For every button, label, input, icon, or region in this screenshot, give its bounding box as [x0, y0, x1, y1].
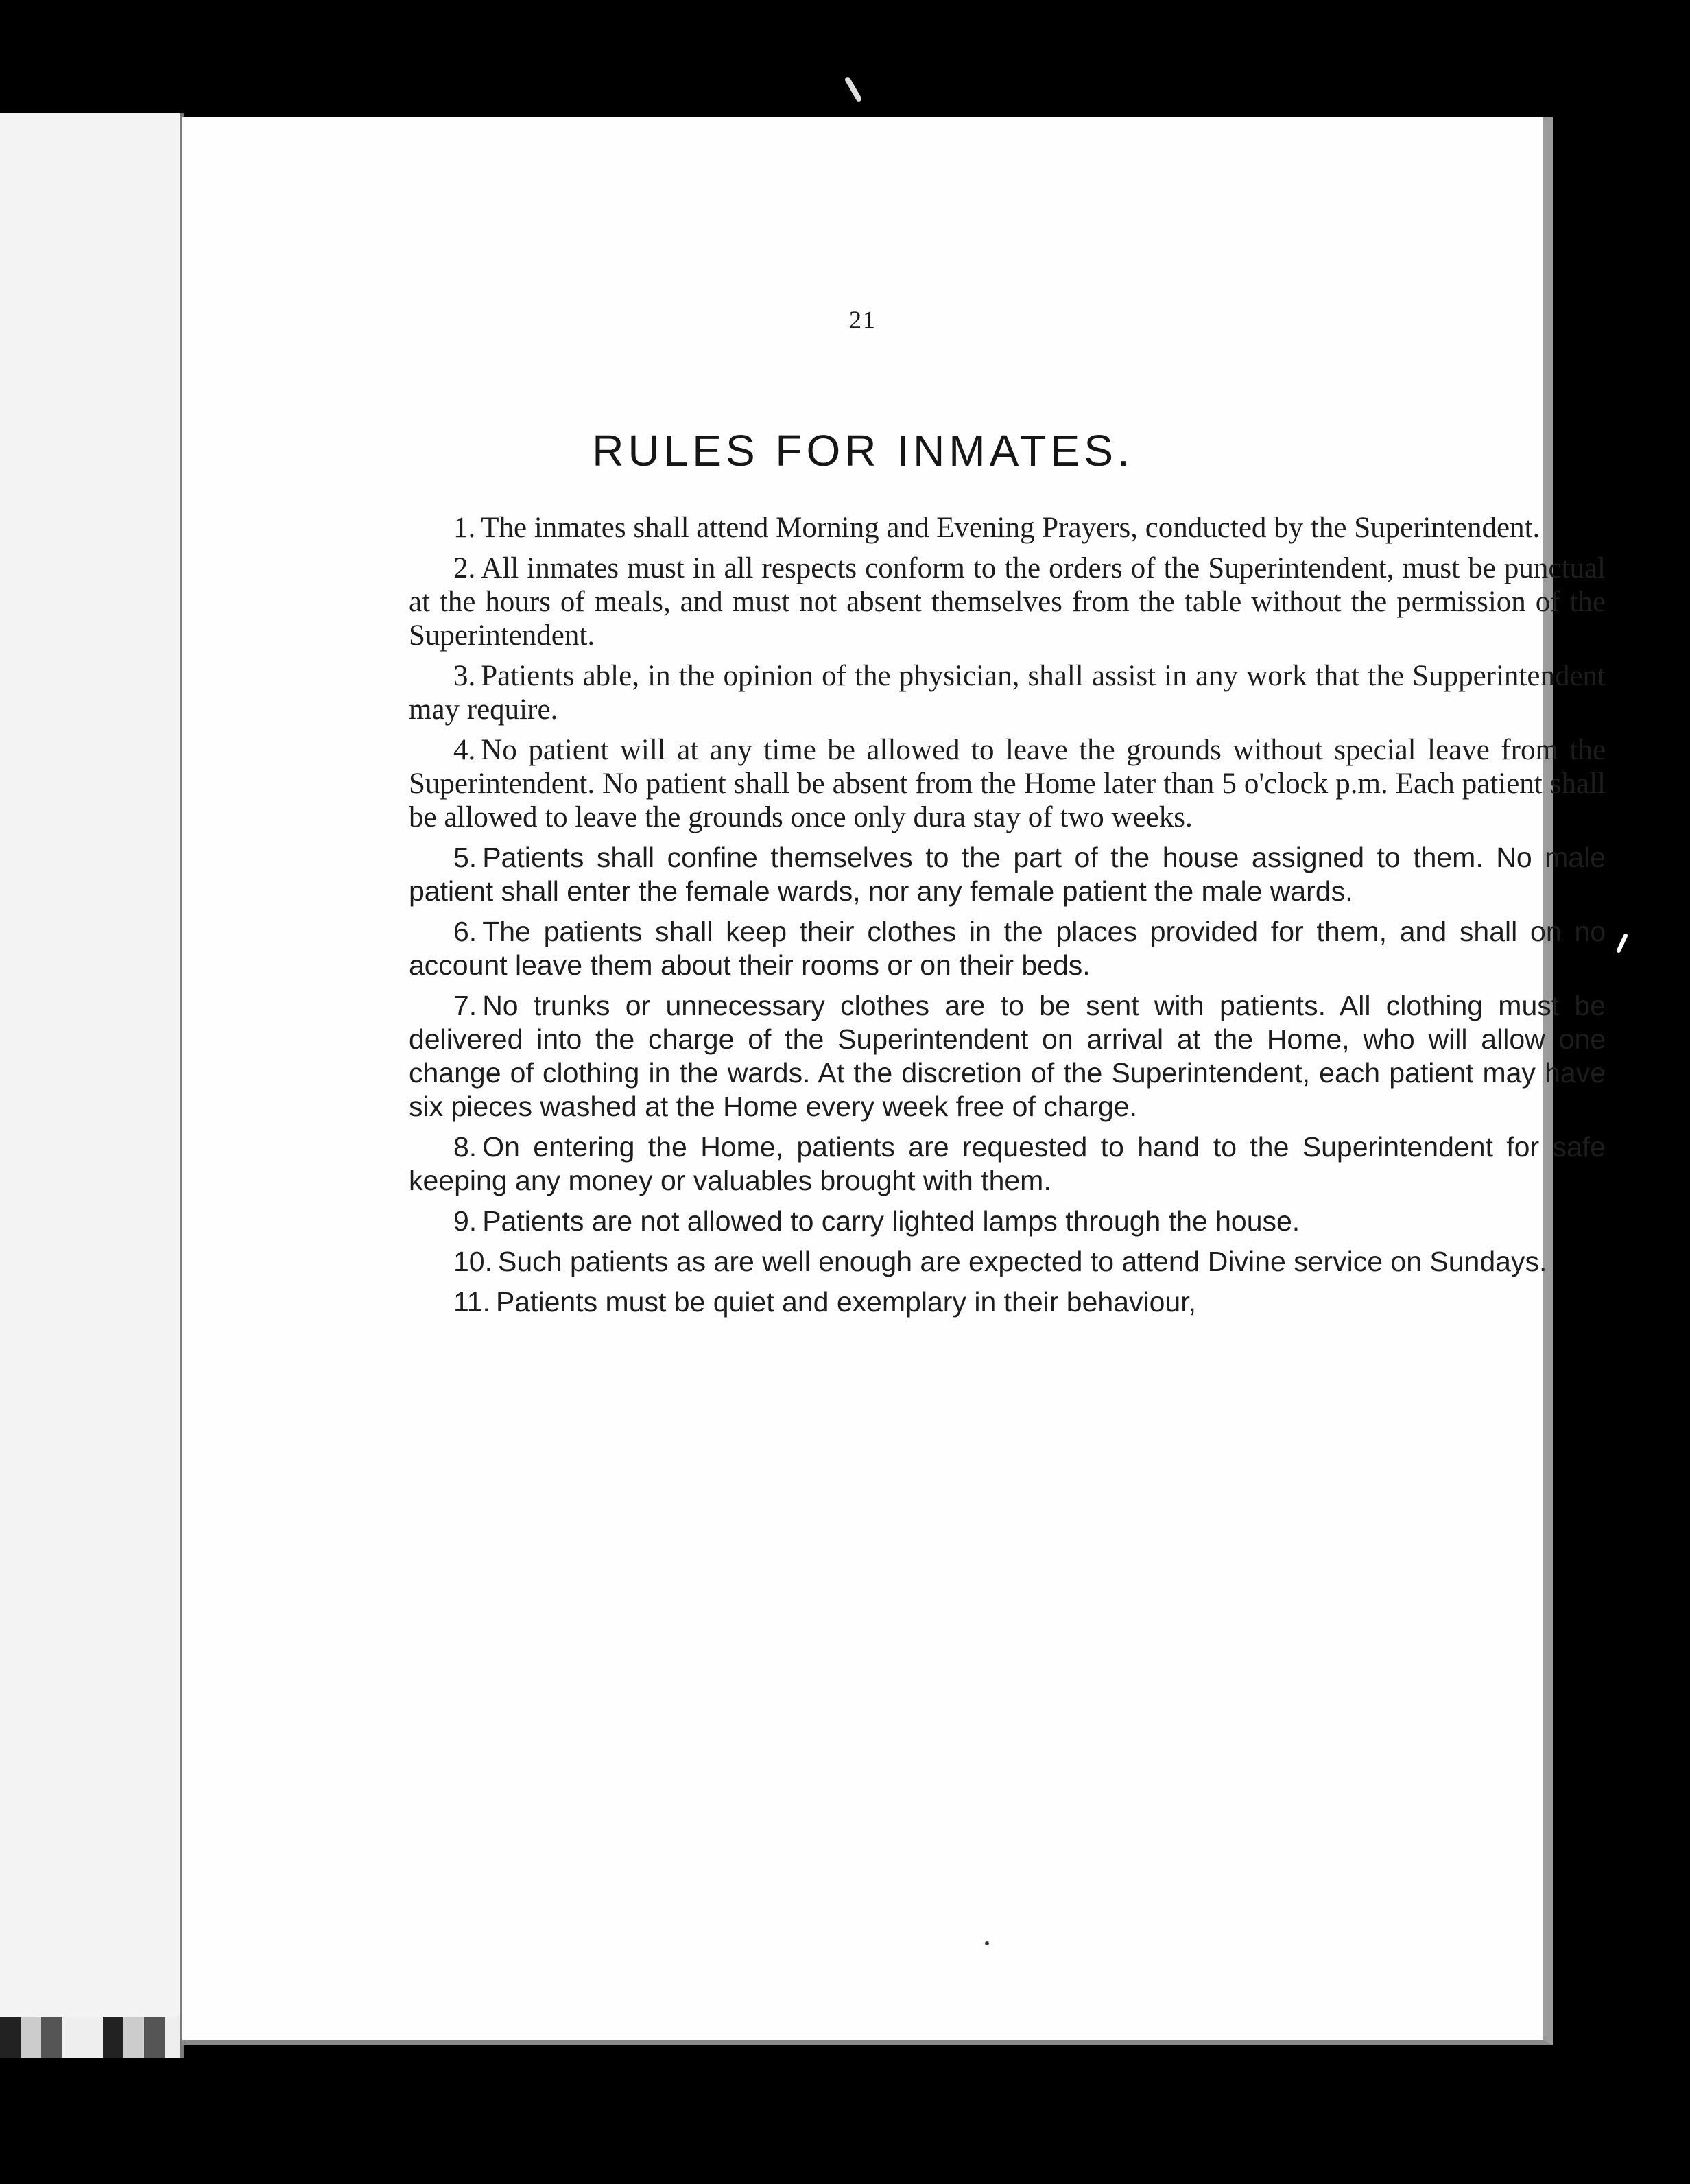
- rule-item: [409, 841, 1606, 908]
- rule-text: Such patients as are well enough are expected to attend Divine service on Sundays.: [498, 1246, 1547, 1277]
- page-number: 21: [849, 306, 877, 333]
- rule-text: Patients must be quiet and exemplary in their behaviour,: [495, 1286, 1196, 1318]
- rule-item: [409, 915, 1606, 982]
- rule-number: 8.: [453, 1131, 477, 1163]
- rule-number: 6.: [453, 916, 477, 947]
- rule-text: No patient will at any time be allowed to leave the grounds without special leave from the Superintendent. No patient shall be absent from the Home later than 5 o'clock p.m. Each patient shall be allowed to leave the grounds once only dura stay of two weeks.: [409, 734, 1606, 833]
- rule-number: 10.: [453, 1246, 492, 1277]
- rule-number: 7.: [453, 990, 477, 1021]
- rule-text: No trunks or unnecessary clothes are to be sent with patients. All clothing must be delivered into the charge of the Superintendent on arrival at the Home, who will allow one change of clothing in the wards. At the discretion of the Superintendent, each patient may have six pieces washed at the Home every week free of charge.: [409, 990, 1606, 1122]
- rule-item: [409, 1204, 1606, 1238]
- rule-text: The patients shall keep their clothes in the places provided for them, and shall on no account leave them about their rooms or on their beds.: [409, 916, 1606, 981]
- rule-number: 1.: [453, 512, 476, 544]
- rule-number: 4.: [453, 734, 476, 766]
- rule-item: [409, 1285, 1606, 1319]
- scan-speck: [844, 76, 863, 103]
- rule-item: [409, 989, 1606, 1124]
- rule-item: [409, 511, 1606, 545]
- page-edge-strip: [0, 2017, 180, 2058]
- rule-text: All inmates must in all respects conform to the orders of the Superintendent, must be punctual at the hours of meals, and must not absent themselves from the table without the permission of the Superintendent.: [409, 552, 1606, 652]
- rule-item: [409, 733, 1606, 834]
- rules-list: [409, 511, 1606, 1326]
- rule-number: 2.: [453, 552, 476, 584]
- scan-speck: [1616, 933, 1628, 953]
- rule-item: [409, 659, 1606, 726]
- page-title: RULES FOR INMATES.: [592, 426, 1134, 475]
- rule-text: Patients able, in the opinion of the physician, shall assist in any work that the Supperintendent may require.: [409, 660, 1606, 726]
- rule-text: The inmates shall attend Morning and Evening Prayers, conducted by the Superintendent.: [481, 512, 1540, 544]
- rule-number: 5.: [453, 842, 477, 873]
- previous-page-edge: [0, 113, 184, 2058]
- rule-item: [409, 1245, 1606, 1279]
- rule-number: 9.: [453, 1205, 477, 1237]
- rule-item: [409, 1130, 1606, 1198]
- scan-speck: [985, 1941, 989, 1945]
- rule-text: Patients are not allowed to carry lighted lamps through the house.: [482, 1205, 1300, 1237]
- rule-text: Patients shall confine themselves to the part of the house assigned to them. No male patient shall enter the female wards, nor any female patient the male wards.: [409, 842, 1606, 907]
- rule-number: 11.: [453, 1286, 490, 1318]
- rule-number: 3.: [453, 660, 476, 692]
- rule-item: [409, 551, 1606, 652]
- rule-text: On entering the Home, patients are requested to hand to the Superintendent for safe keeping any money or valuables brought with them.: [409, 1131, 1606, 1196]
- document-page: [182, 117, 1606, 2045]
